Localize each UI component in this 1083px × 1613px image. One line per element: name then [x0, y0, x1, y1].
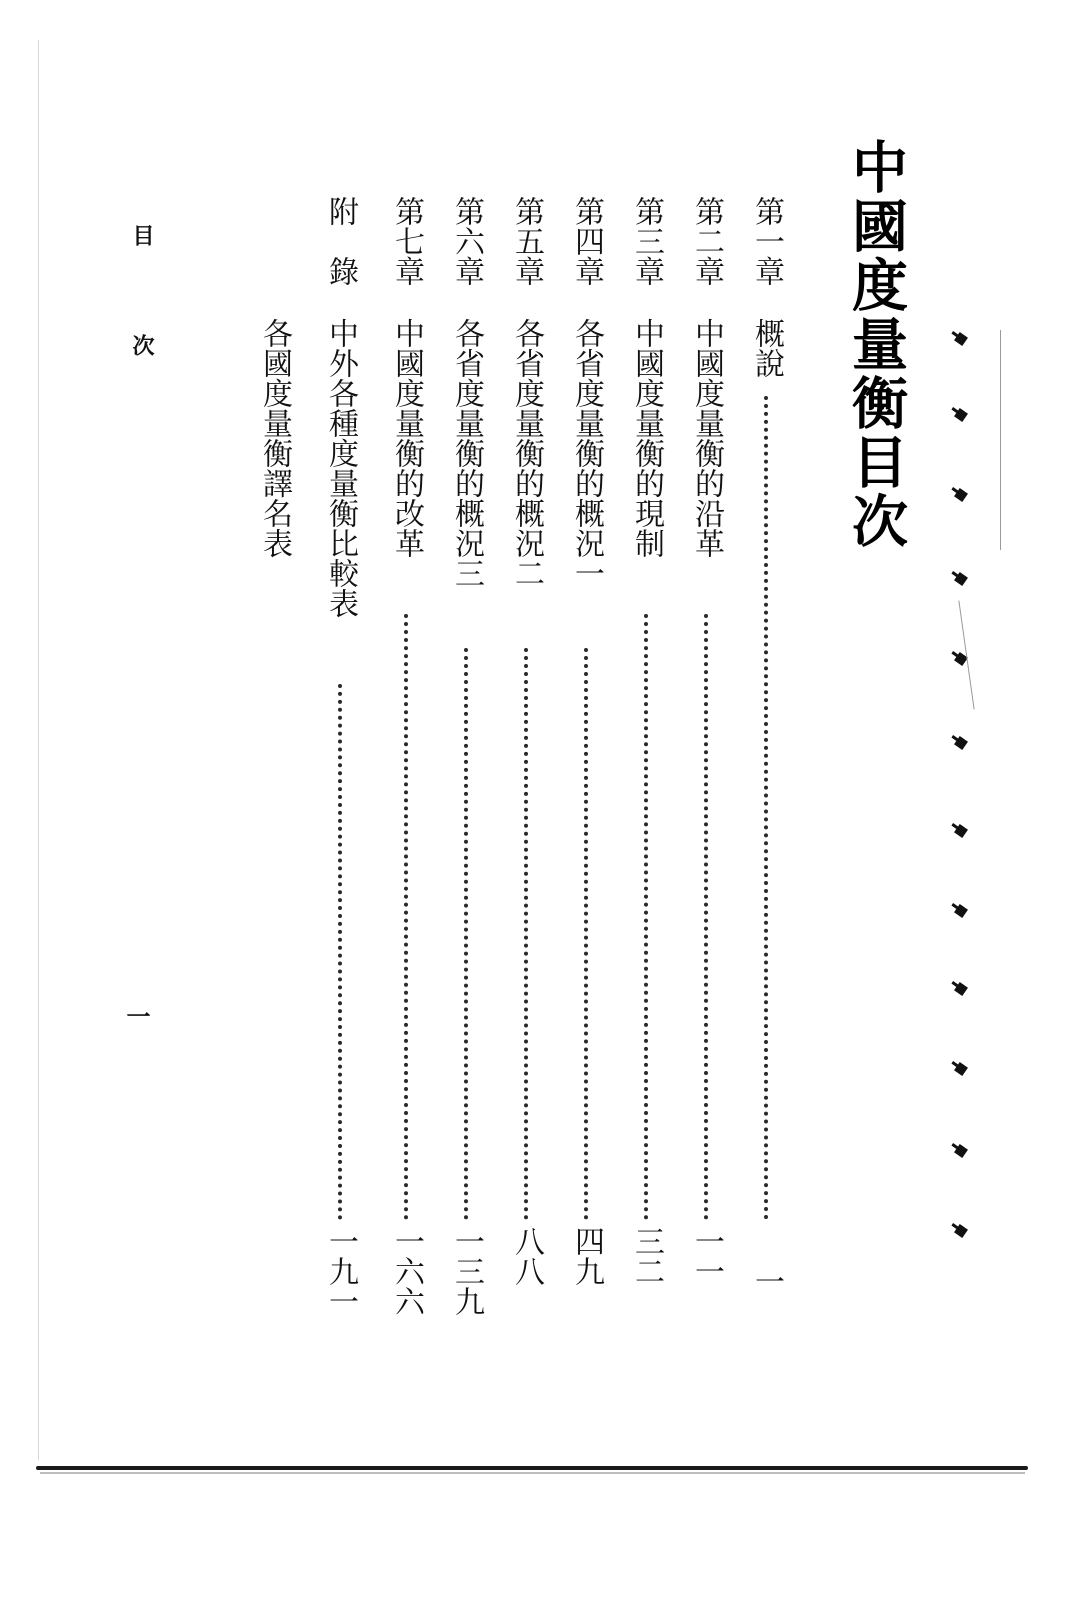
- page-title: 中國度量衡目次: [843, 138, 909, 551]
- toc-page-number: 一六六: [389, 1226, 424, 1316]
- binding-mark: [954, 1062, 968, 1076]
- running-head: 目次: [129, 224, 155, 444]
- page-folio: 一: [122, 1004, 151, 1028]
- toc-entry: [388, 196, 424, 1318]
- toc-leader-dots: [704, 614, 708, 1220]
- toc-chapter-number: 第六章: [449, 196, 484, 286]
- toc-leader-dots: [764, 396, 768, 1220]
- toc-entry: [508, 196, 544, 1318]
- binding-mark: [954, 1144, 968, 1158]
- toc-leader-dots: [524, 648, 528, 1220]
- toc-chapter-number: 第四章: [569, 196, 604, 286]
- toc-leader-dots: [464, 648, 468, 1220]
- toc-chapter-title: 中外各種度量衡比較表: [323, 318, 358, 618]
- toc-entry: [628, 196, 664, 1318]
- toc-page-number: 三二: [629, 1226, 664, 1286]
- toc-leader-dots: [644, 614, 648, 1220]
- toc-chapter-title: 各省度量衡的概況一: [569, 318, 604, 588]
- toc-page-number: 一一: [689, 1226, 724, 1286]
- margin-crease: [1000, 330, 1001, 550]
- toc-chapter-title: 中國度量衡的沿革: [689, 318, 724, 558]
- binding-mark: [954, 1224, 968, 1238]
- toc-entry: [748, 196, 784, 1318]
- toc-entry-appendix: [322, 196, 358, 1318]
- toc-leader-dots: [404, 614, 408, 1220]
- toc-chapter-title: 各省度量衡的概況二: [509, 318, 544, 588]
- toc-entry: [568, 196, 604, 1318]
- binding-mark: [954, 572, 968, 586]
- toc-page-number: 一: [749, 1266, 784, 1296]
- binding-mark: [954, 736, 968, 750]
- toc-page-number: 一九一: [323, 1226, 358, 1316]
- toc-chapter-number: 第三章: [629, 196, 664, 286]
- toc-entry: [448, 196, 484, 1318]
- page-left-edge: [38, 40, 39, 1460]
- binding-mark: [954, 982, 968, 996]
- toc-chapter-number: 第二章: [689, 196, 724, 286]
- binding-mark: [954, 332, 968, 346]
- toc-chapter-title: 中國度量衡的現制: [629, 318, 664, 558]
- page-bottom-edge: [36, 1466, 1028, 1470]
- toc-page-number: 八八: [509, 1226, 544, 1286]
- toc-chapter-number: 第一章: [749, 196, 784, 286]
- toc-chapter-number: 第五章: [509, 196, 544, 286]
- toc-chapter-number: 第七章: [389, 196, 424, 286]
- toc-appendix-subitem: 各國度量衡譯名表: [257, 318, 292, 558]
- toc-chapter-number: 附 錄: [323, 196, 358, 286]
- toc-chapter-title: 各省度量衡的概況三: [449, 318, 484, 588]
- toc-chapter-title: 中國度量衡的改革: [389, 318, 424, 558]
- binding-mark: [954, 488, 968, 502]
- toc-page-number: 四九: [569, 1226, 604, 1286]
- toc-page-number: 一三九: [449, 1226, 484, 1316]
- toc-entry: [688, 196, 724, 1318]
- toc-leader-dots: [338, 684, 342, 1220]
- toc-leader-dots: [584, 648, 588, 1220]
- binding-mark: [954, 408, 968, 422]
- toc-chapter-title: 概說: [749, 318, 784, 378]
- page-bottom-shadow: [40, 1472, 1025, 1474]
- binding-mark: [954, 904, 968, 918]
- binding-mark: [954, 824, 968, 838]
